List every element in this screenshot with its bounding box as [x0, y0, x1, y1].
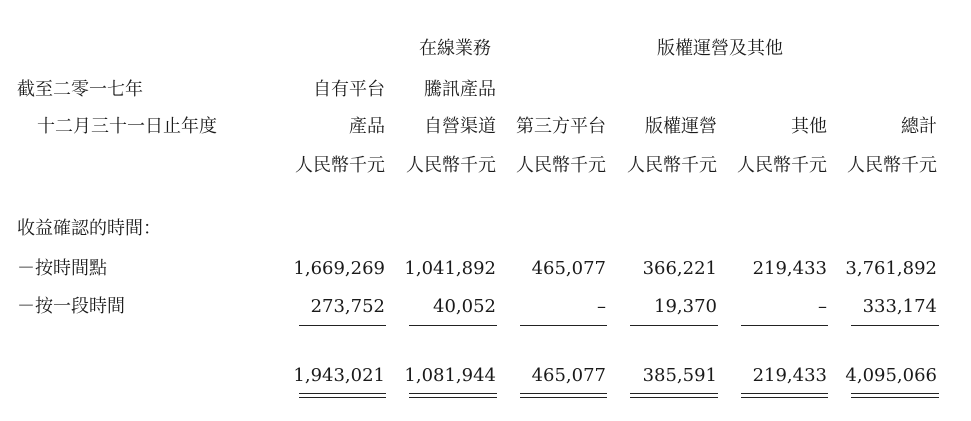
total-cell: 4,095,066: [845, 365, 937, 386]
col-header-total-unit: 人民幣千元: [847, 155, 937, 176]
subtotal-rule: [520, 325, 607, 326]
period-header-line1: 截至二零一七年: [17, 79, 143, 100]
subtotal-rule: [409, 325, 497, 326]
period-header-line2: 十二月三十一日止年度: [37, 116, 217, 137]
subtotal-rule: [630, 325, 718, 326]
total-cell: 385,591: [642, 365, 717, 386]
table-cell: 333,174: [862, 296, 937, 317]
row-label-point-in-time: －按時間點: [17, 258, 107, 279]
section-label: 收益確認的時間：: [17, 218, 161, 239]
total-cell: 1,943,021: [293, 365, 385, 386]
total-double-rule: [741, 393, 828, 398]
col-header-own-platform-unit: 人民幣千元: [295, 155, 385, 176]
total-double-rule: [520, 393, 607, 398]
group-header-online: 在線業務: [419, 38, 491, 59]
col-header-third-party-unit: 人民幣千元: [516, 155, 606, 176]
col-header-own-platform-line1: 自有平台: [313, 79, 385, 100]
subtotal-rule: [741, 325, 828, 326]
col-header-other: 其他: [791, 116, 827, 137]
total-double-rule: [299, 393, 386, 398]
table-cell: 219,433: [752, 258, 827, 279]
col-header-licensing-unit: 人民幣千元: [627, 155, 717, 176]
total-double-rule: [630, 393, 718, 398]
table-cell: –: [818, 296, 827, 317]
col-header-third-party: 第三方平台: [516, 116, 606, 137]
subtotal-rule: [299, 325, 386, 326]
total-double-rule: [851, 393, 939, 398]
table-cell: –: [597, 296, 606, 317]
total-double-rule: [409, 393, 497, 398]
table-cell: 19,370: [654, 296, 717, 317]
row-label-over-time: －按一段時間: [17, 296, 125, 317]
col-header-licensing: 版權運營: [645, 116, 717, 137]
table-cell: 1,041,892: [404, 258, 496, 279]
table-cell: 366,221: [642, 258, 717, 279]
total-cell: 465,077: [531, 365, 606, 386]
total-cell: 1,081,944: [404, 365, 496, 386]
group-header-licensing-other: 版權運營及其他: [657, 38, 783, 59]
table-cell: 273,752: [310, 296, 385, 317]
col-header-tencent-line2: 自營渠道: [424, 116, 496, 137]
col-header-own-platform-line2: 產品: [349, 116, 385, 137]
col-header-tencent-unit: 人民幣千元: [406, 155, 496, 176]
table-cell: 465,077: [531, 258, 606, 279]
total-cell: 219,433: [752, 365, 827, 386]
subtotal-rule: [851, 325, 939, 326]
table-cell: 3,761,892: [845, 258, 937, 279]
table-cell: 40,052: [433, 296, 496, 317]
col-header-total: 總計: [901, 116, 937, 137]
col-header-tencent-line1: 騰訊產品: [424, 79, 496, 100]
col-header-other-unit: 人民幣千元: [737, 155, 827, 176]
table-cell: 1,669,269: [293, 258, 385, 279]
